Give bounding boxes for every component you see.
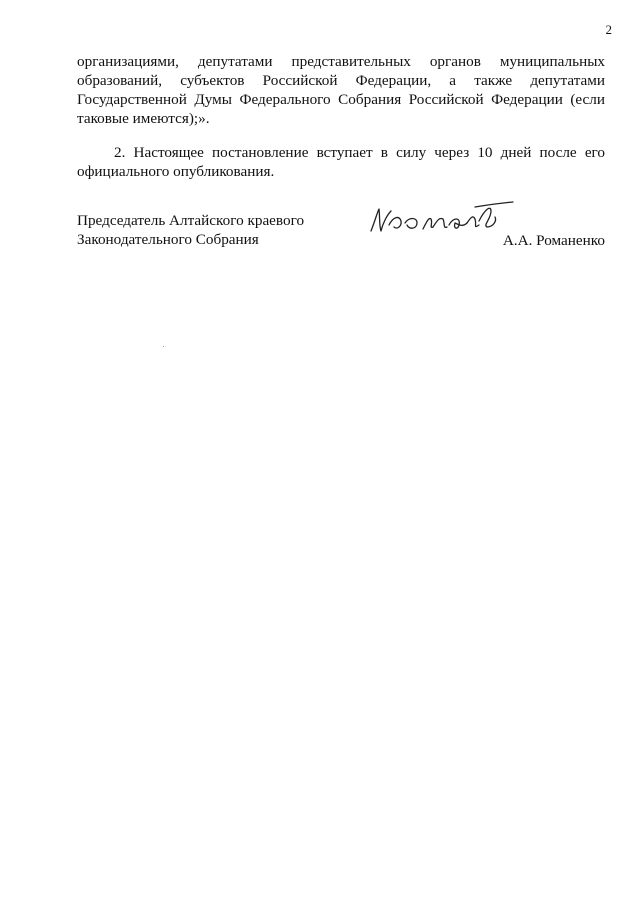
signer-title — [77, 211, 337, 249]
signature-block — [77, 211, 605, 261]
scan-speck — [163, 346, 164, 347]
page-number: 2 — [605, 22, 612, 37]
handwritten-signature — [367, 195, 517, 245]
signer-name: А.А. Романенко — [502, 232, 605, 249]
body-paragraph-continued: организациями, депутатами представительных органов муниципальных образований, субъектов Российской Федерации, а также депутатами Государственной Думы Федерального Собрания Российской Федерации (если таковые имеются);». — [77, 53, 605, 127]
signer-title-line-1: Председатель Алтайского краевого — [77, 212, 305, 229]
body-paragraph-2: 2. Настоящее постановление вступает в силу через 10 дней после его официального опубликования. — [77, 144, 605, 180]
signer-title-line-2: Законодательного Собрания — [77, 231, 259, 248]
